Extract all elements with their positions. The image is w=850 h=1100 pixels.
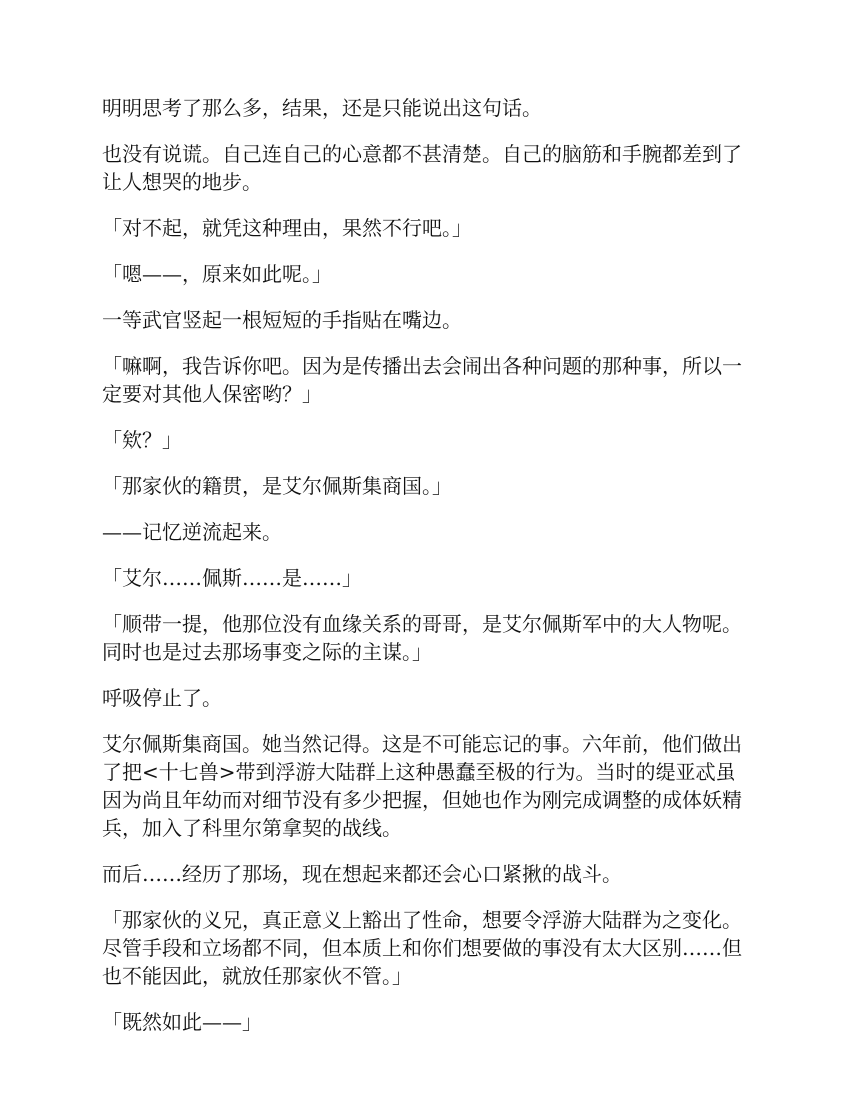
paragraph: 一等武官竖起一根短短的手指贴在嘴边。 bbox=[102, 308, 462, 332]
paragraph: 「对不起，就凭这种理由，果然不行吧。」 bbox=[102, 216, 472, 240]
paragraph: 呼吸停止了。 bbox=[102, 686, 222, 710]
paragraph: 「既然如此——」 bbox=[102, 1010, 262, 1034]
paragraph: 「那家伙的籍贯，是艾尔佩斯集商国。」 bbox=[102, 474, 452, 498]
paragraph: 明明思考了那么多，结果，还是只能说出这句话。 bbox=[102, 96, 542, 120]
paragraph: 「欸？」 bbox=[102, 428, 182, 452]
paragraph: 艾尔佩斯集商国。她当然记得。这是不可能忘记的事。六年前，他们做出了把<十七兽>带到浮游大陆群上这种愚蠢至极的行为。当时的缇亚忒虽因为尚且年幼而对细节没有多少把握，但她也作为刚完成调整的成体妖精兵，加入了科里尔第拿契的战线。 bbox=[102, 732, 742, 840]
paragraph: 也没有说谎。自己连自己的心意都不甚清楚。自己的脑筋和手腕都差到了让人想哭的地步。 bbox=[102, 142, 742, 194]
paragraph: 「艾尔……佩斯……是……」 bbox=[102, 566, 362, 590]
paragraph: ——记忆逆流起来。 bbox=[102, 520, 282, 544]
paragraph: 「嘛啊，我告诉你吧。因为是传播出去会闹出各种问题的那种事，所以一定要对其他人保密哟？」 bbox=[102, 354, 742, 406]
document-body bbox=[102, 94, 754, 1054]
paragraph: 而后……经历了那场，现在想起来都还会心口紧揪的战斗。 bbox=[102, 862, 622, 886]
paragraph: 「那家伙的义兄，真正意义上豁出了性命，想要令浮游大陆群为之变化。尽管手段和立场都不同，但本质上和你们想要做的事没有太大区别……但也不能因此，就放任那家伙不管。」 bbox=[102, 908, 742, 988]
paragraph: 「顺带一提，他那位没有血缘关系的哥哥，是艾尔佩斯军中的大人物呢。同时也是过去那场事变之际的主谋。」 bbox=[102, 612, 742, 664]
paragraph: 「嗯——，原来如此呢。」 bbox=[102, 262, 332, 286]
